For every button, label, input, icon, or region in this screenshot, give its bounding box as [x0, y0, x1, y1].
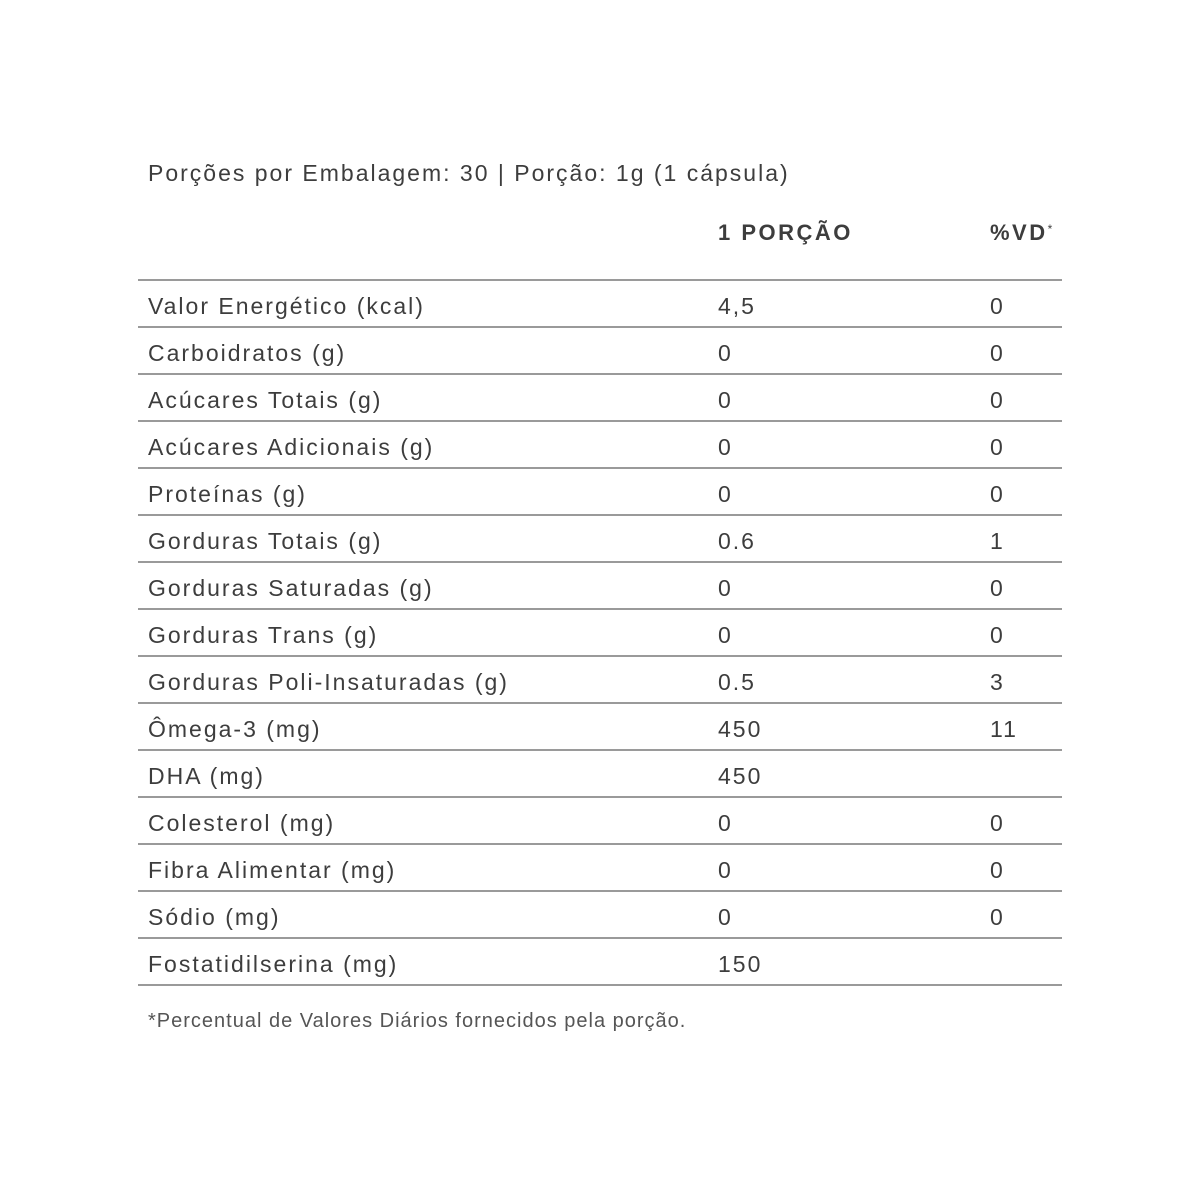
nutrient-daily-value: 0 [990, 293, 1005, 319]
table-row [138, 845, 1062, 892]
nutrient-amount: 0.6 [718, 528, 756, 554]
nutrient-name: Acúcares Adicionais (g) [148, 434, 435, 460]
table-row [138, 798, 1062, 845]
serving-info: Porções por Embalagem: 30 | Porção: 1g (1 cápsula) [148, 160, 790, 186]
nutrient-daily-value: 0 [990, 481, 1005, 507]
nutrient-name: Sódio (mg) [148, 904, 281, 930]
nutrition-table [138, 279, 1062, 986]
table-row [138, 657, 1062, 704]
nutrient-amount: 0.5 [718, 669, 756, 695]
nutrient-name: Valor Energético (kcal) [148, 293, 425, 319]
nutrient-name: Carboidratos (g) [148, 340, 347, 366]
nutrient-daily-value: 0 [990, 387, 1005, 413]
nutrient-daily-value: 0 [990, 340, 1005, 366]
nutrient-name: Acúcares Totais (g) [148, 387, 383, 413]
nutrient-name: Gorduras Saturadas (g) [148, 575, 434, 601]
daily-value-column-header [990, 220, 1052, 246]
nutrient-amount: 0 [718, 575, 733, 601]
table-row [138, 751, 1062, 798]
table-row [138, 563, 1062, 610]
table-row [138, 422, 1062, 469]
nutrient-amount: 0 [718, 622, 733, 648]
nutrient-name: Fibra Alimentar (mg) [148, 857, 397, 883]
nutrient-amount: 0 [718, 857, 733, 883]
daily-value-asterisk: * [1047, 222, 1053, 236]
nutrient-daily-value: 0 [990, 575, 1005, 601]
table-row [138, 704, 1062, 751]
table-row [138, 469, 1062, 516]
nutrient-name: Ômega-3 (mg) [148, 716, 322, 742]
nutrient-daily-value: 0 [990, 810, 1005, 836]
nutrient-name: Colesterol (mg) [148, 810, 336, 836]
nutrient-name: Gorduras Trans (g) [148, 622, 379, 648]
table-row [138, 375, 1062, 422]
nutrient-name: Proteínas (g) [148, 481, 307, 507]
nutrient-name: DHA (mg) [148, 763, 265, 789]
nutrient-name: Fostatidilserina (mg) [148, 951, 399, 977]
nutrient-amount: 0 [718, 810, 733, 836]
nutrient-amount: 0 [718, 904, 733, 930]
nutrient-amount: 0 [718, 434, 733, 460]
nutrient-daily-value: 11 [990, 716, 1018, 742]
nutrient-daily-value: 3 [990, 669, 1005, 695]
nutrient-amount: 0 [718, 481, 733, 507]
nutrient-daily-value: 0 [990, 622, 1005, 648]
nutrient-amount: 4,5 [718, 293, 756, 319]
nutrient-daily-value: 0 [990, 857, 1005, 883]
table-row [138, 610, 1062, 657]
table-row [138, 516, 1062, 563]
table-row [138, 939, 1062, 986]
daily-value-footnote: *Percentual de Valores Diários fornecidos pela porção. [148, 1010, 687, 1032]
nutrient-daily-value: 0 [990, 904, 1005, 930]
table-row [138, 328, 1062, 375]
nutrient-daily-value: 0 [990, 434, 1005, 460]
nutrient-amount: 0 [718, 387, 733, 413]
portion-column-header: 1 PORÇÃO [718, 220, 853, 245]
daily-value-header-label: %VD [990, 220, 1048, 245]
table-row [138, 892, 1062, 939]
nutrient-amount: 450 [718, 763, 763, 789]
nutrient-amount: 450 [718, 716, 763, 742]
nutrient-name: Gorduras Totais (g) [148, 528, 383, 554]
nutrient-amount: 0 [718, 340, 733, 366]
table-row [138, 281, 1062, 328]
nutrient-daily-value: 1 [990, 528, 1005, 554]
nutrient-amount: 150 [718, 951, 763, 977]
nutrient-name: Gorduras Poli-Insaturadas (g) [148, 669, 509, 695]
